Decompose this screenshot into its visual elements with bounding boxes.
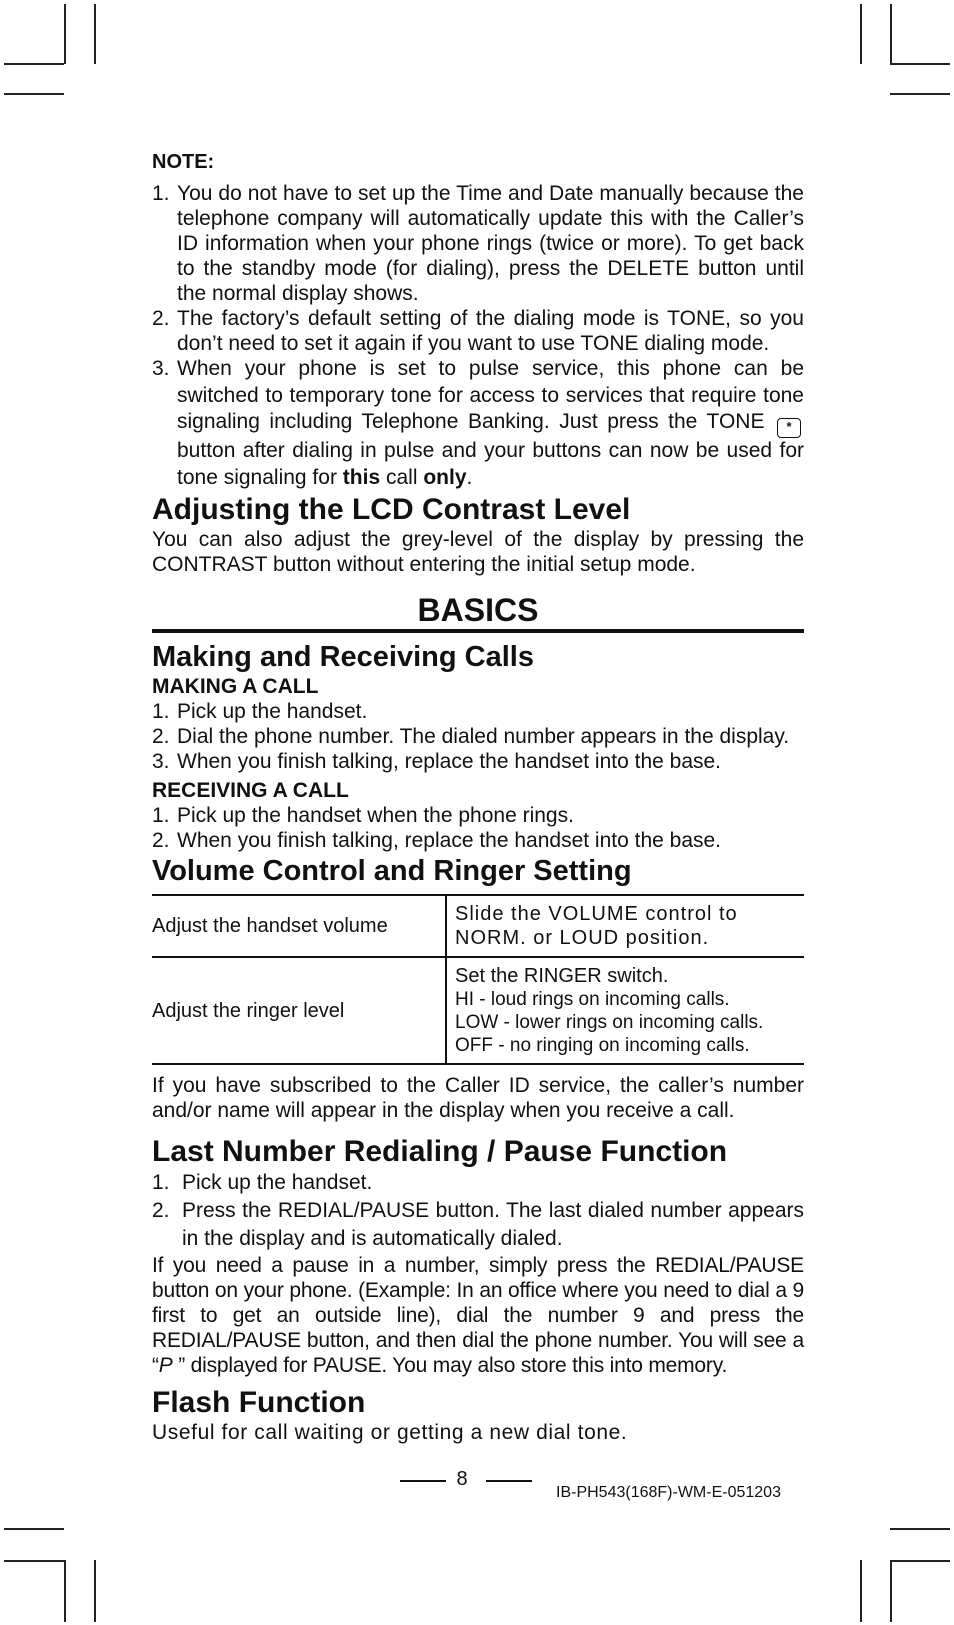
list-item: 1. Pick up the handset. <box>152 700 368 723</box>
table-cell: Adjust the ringer level <box>152 999 345 1022</box>
volume-heading: Volume Control and Ringer Setting <box>152 855 632 887</box>
crop-mark <box>890 4 892 64</box>
flash-heading: Flash Function <box>152 1386 366 1419</box>
volume-table <box>152 894 804 1065</box>
list-item: 1. Pick up the handset. <box>152 1171 373 1194</box>
document-code: IB-PH543(168F)-WM-E-051203 <box>556 1484 781 1501</box>
list-item: 1. You do not have to set up the Time and Date manually because the telephone company will automatically update this with the Caller’s ID information when your phone rings (twice or more). To get back to the standby mode (for dialing), press the DELETE button until the normal display shows. <box>152 182 804 305</box>
list-item: 3. When you finish talking, replace the handset into the base. <box>152 750 722 773</box>
manual-page-content <box>152 150 804 1445</box>
list-item-text: You do not have to set up the Time and Date manually because the telephone company will automatically update this with the Caller’s ID information when your phone rings (twice or more). To get back to the standby mode (for dialing), press the DELETE button until the normal display shows. <box>177 182 804 305</box>
table-cell: Adjust the handset volume <box>152 895 446 957</box>
flash-text: Useful for call waiting or getting a new dial tone. <box>152 1421 628 1444</box>
basics-banner <box>152 591 804 633</box>
list-item: 3. When your phone is set to pulse service, this phone can be switched to temporary tone for access to services that require tone signaling including Telephone Banking. Just press the TONE * button after dialing in pulse and your buttons can now be used for tone signaling for this call only. <box>152 357 804 489</box>
crop-mark <box>890 93 950 95</box>
crop-mark <box>860 4 862 64</box>
making-call-list <box>152 699 804 774</box>
calls-heading: Making and Receiving Calls <box>152 641 534 673</box>
crop-mark <box>4 93 64 95</box>
crop-mark <box>860 1560 862 1622</box>
crop-mark <box>890 1560 892 1622</box>
list-item-text: The factory’s default setting of the dialing mode is TONE, so you don’t need to set it again if you want to use TONE dialing mode. <box>177 307 804 355</box>
page-number: 8 <box>456 1468 468 1490</box>
crop-mark <box>4 63 64 65</box>
list-item: 2. When you finish talking, replace the handset into the base. <box>152 829 722 852</box>
crop-mark <box>4 1528 64 1530</box>
footer-rule-right <box>486 1480 532 1482</box>
contrast-text: You can also adjust the grey-level of the display by pressing the CONTRAST button without entering the initial setup mode. <box>152 528 804 576</box>
note-heading: NOTE: <box>152 151 215 173</box>
crop-mark <box>890 1528 950 1530</box>
crop-mark <box>890 1560 950 1562</box>
pause-glyph: P <box>158 1354 173 1377</box>
contrast-heading: Adjusting the LCD Contrast Level <box>152 493 631 526</box>
caller-id-text: If you have subscribed to the Caller ID service, the caller’s number and/or name will appear in the display when you receive a call. <box>152 1074 804 1122</box>
crop-mark <box>94 1560 96 1622</box>
basics-title: BASICS <box>417 592 539 628</box>
receiving-call-list <box>152 803 804 853</box>
crop-mark <box>64 4 66 64</box>
table-cell: Slide the VOLUME control to NORM. or LOUD position. <box>446 895 804 957</box>
crop-mark <box>4 1560 64 1562</box>
table-row <box>152 957 804 1064</box>
crop-mark <box>890 63 950 65</box>
making-call-heading: MAKING A CALL <box>152 675 319 698</box>
table-cell: Set the RINGER switch. HI - loud rings on incoming calls. LOW - lower rings on incoming calls. OFF - no ringing on incoming calls. <box>446 957 804 1064</box>
redial-list <box>152 1169 804 1253</box>
redial-heading: Last Number Redialing / Pause Function <box>152 1135 728 1168</box>
tone-key-icon: * <box>777 418 801 438</box>
crop-mark <box>94 4 96 64</box>
table-row <box>152 895 804 957</box>
list-item: 2. Press the REDIAL/PAUSE button. The last dialed number appears in the display and is automatically dialed. <box>152 1199 804 1250</box>
list-item: 1. Pick up the handset when the phone rings. <box>152 804 574 827</box>
note-list <box>152 181 804 491</box>
list-item: 2. The factory’s default setting of the dialing mode is TONE, so you don’t need to set it again if you want to use TONE dialing mode. <box>152 307 804 355</box>
crop-mark <box>64 1560 66 1622</box>
list-item: 2. Dial the phone number. The dialed number appears in the display. <box>152 725 790 748</box>
pause-text: If you need a pause in a number, simply press the REDIAL/PAUSE button on your phone. (Example: In an office where you need to dial a 9 first to get an outside line), dial the number 9 and press the REDIAL/PAUSE button, and then dial the phone number. You will see a “P ” displayed for PAUSE. You may also store this into memory. <box>152 1254 804 1377</box>
receiving-call-heading: RECEIVING A CALL <box>152 779 349 802</box>
